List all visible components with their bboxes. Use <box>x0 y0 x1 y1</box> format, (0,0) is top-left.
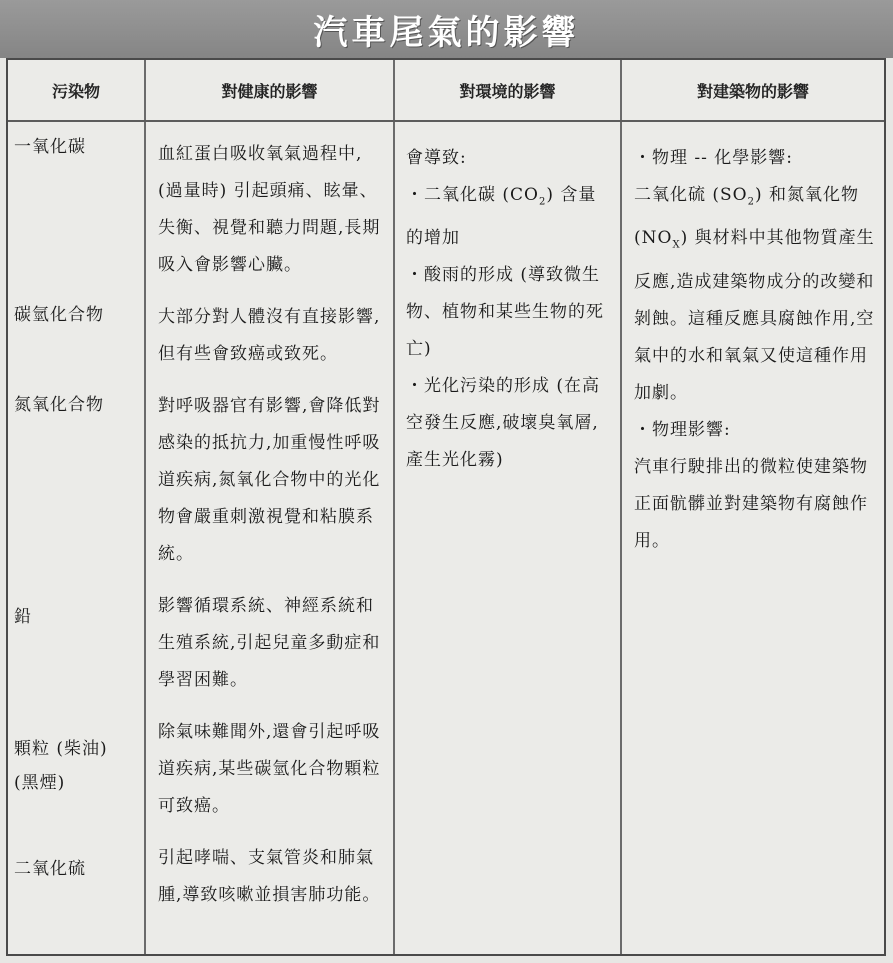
health-nox: 對呼吸器官有影響,會降低對感染的抵抗力,加重慢性呼吸道疾病,氮氧化合物中的光化物會嚴重刺激視覺和粘膜系統。 <box>158 396 381 564</box>
header-divider <box>8 120 884 122</box>
pollutant-particulates-line1: 顆粒 (柴油) <box>14 739 108 759</box>
health-particulates: 除氣味難聞外,還會引起呼吸道疾病,某些碳氫化合物顆粒可致癌。 <box>158 722 381 816</box>
environment-item-co2: ・二氧化碳 $(CO_2)$ 含量的增加 <box>406 185 597 249</box>
column-divider <box>620 60 622 954</box>
health-so2: 引起哮喘、支氣管炎和肺氣腫,導致咳嗽並損害肺功能。 <box>158 848 381 905</box>
health-co: 血紅蛋白吸收氧氣過程中,(過量時) 引起頭痛、眩暈、失衡、視覺和聽力問題,長期吸入會影響心臟。 <box>158 144 381 275</box>
header-pollutant: 污染物 <box>51 81 100 101</box>
pollutant-particulates <box>14 732 139 800</box>
header-health: 對健康的影響 <box>221 81 318 101</box>
buildings-heading-physical: ・物理影響: <box>634 419 731 440</box>
buildings-text-chemical: 二氧化硫 $(SO_2)$ 和氮氧化物 $(NO_X)$ 與材料中其他物質產生反應,造成建築物成分的改變和剝蝕。這種反應具腐蝕作用,空氣中的水和氧氣又使這種作用加劇。 <box>634 185 875 403</box>
pollutant-co: 一氧化碳 <box>14 137 86 157</box>
column-divider <box>393 60 395 954</box>
health-hydrocarbons: 大部分對人體沒有直接影響,但有些會致癌或致死。 <box>158 307 381 364</box>
buildings-text-physical: 汽車行駛排出的微粒使建築物正面骯髒並對建築物有腐蝕作用。 <box>634 456 868 551</box>
environment-intro: 會導致: <box>406 148 467 168</box>
column-divider <box>144 60 146 954</box>
environment-item-acid-rain: ・酸雨的形成 (導致微生物、植物和某些生物的死亡) <box>406 265 604 360</box>
environment-column <box>406 140 614 479</box>
page-title: 汽車尾氣的影響 <box>313 12 580 53</box>
effects-table <box>6 58 886 956</box>
health-column <box>158 136 386 914</box>
header-environment: 對環境的影響 <box>459 81 556 101</box>
pollutant-hydrocarbons: 碳氫化合物 <box>14 305 104 325</box>
pollutant-so2: 二氧化硫 <box>14 859 86 879</box>
header-buildings: 對建築物的影響 <box>696 81 809 101</box>
pollutant-lead: 鉛 <box>14 607 32 627</box>
buildings-heading-chemical: ・物理 -- 化學影響: <box>634 148 794 168</box>
pollutant-particulates-line2: (黑煙) <box>14 773 66 793</box>
health-lead: 影響循環系統、神經系統和生殖系統,引起兒童多動症和學習困難。 <box>158 596 381 690</box>
buildings-column <box>634 140 880 560</box>
title-bar <box>0 0 893 58</box>
pollutant-nox: 氮氧化合物 <box>14 395 104 415</box>
environment-item-smog: ・光化污染的形成 (在高空發生反應,破壞臭氧層,產生光化霧) <box>406 376 601 471</box>
